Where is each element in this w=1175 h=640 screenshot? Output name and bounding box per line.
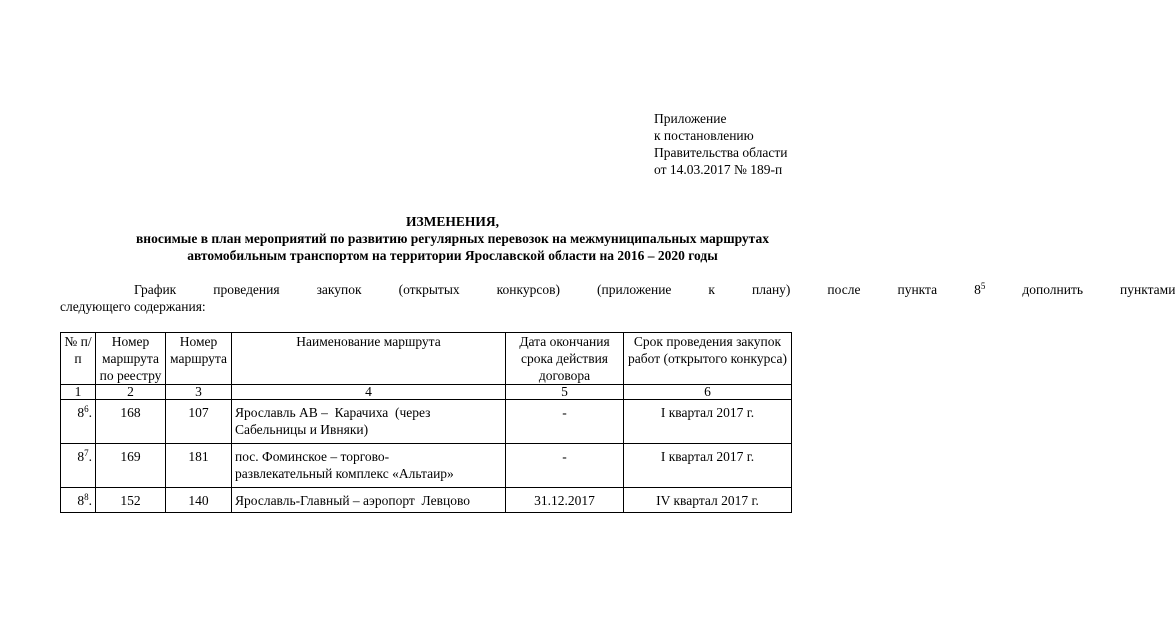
intro-word: конкурсов): [496, 282, 560, 297]
intro-word: (приложение: [596, 282, 672, 297]
period-cell: I квартал 2017 г.: [624, 444, 792, 488]
column-number: 1: [61, 385, 96, 400]
route-name-line-1: Ярославль АВ – Карачиха (через: [235, 405, 431, 420]
intro-word: плану): [751, 282, 791, 297]
end-date-cell: -: [506, 400, 624, 444]
intro-line-2: следующего содержания:: [60, 299, 206, 314]
header-cell-name: Наименование маршрута: [232, 333, 506, 385]
route-name-cell: [232, 444, 506, 488]
route-number-cell: 107: [166, 400, 232, 444]
intro-word: после: [827, 282, 861, 297]
row-number-sup: 6: [84, 404, 89, 414]
row-number-sup: 8: [84, 492, 89, 502]
end-date-cell: 31.12.2017: [506, 488, 624, 513]
registry-number-cell: 169: [96, 444, 166, 488]
intro-item-sup: 5: [980, 281, 986, 291]
table-header-row: [61, 333, 792, 385]
route-name-line-1: пос. Фоминское – торгово-: [235, 449, 390, 464]
row-number-suffix: .: [88, 449, 92, 464]
registry-number-cell: 152: [96, 488, 166, 513]
route-name-cell: [232, 488, 506, 513]
row-number-suffix: .: [88, 405, 92, 420]
row-number-base: 8: [77, 449, 85, 464]
route-name-line-1: Ярославль-Главный – аэропорт Левцово: [235, 493, 470, 508]
row-number-suffix: .: [88, 493, 92, 508]
row-number-cell: [61, 444, 96, 488]
appendix-line-2: к постановлению: [654, 128, 754, 143]
row-number-cell: [61, 400, 96, 444]
intro-item-reference: [937, 281, 985, 298]
intro-word: дополнить: [1022, 282, 1084, 297]
appendix-line-1: Приложение: [654, 111, 727, 126]
route-name-line-2: развлекательный комплекс «Альтаир»: [235, 466, 454, 481]
intro-line-1: [60, 281, 1175, 298]
row-number-base: 8: [77, 405, 85, 420]
intro-word: к: [708, 282, 715, 297]
table-column-number-row: [61, 385, 792, 400]
document-title: ИЗМЕНЕНИЯ,: [405, 214, 499, 229]
document-subtitle-line-2: автомобильным транспортом на территории Ярославской области на 2016 – 2020 годы: [187, 248, 718, 263]
appendix-block: [654, 110, 787, 178]
intro-word: (открытых: [398, 282, 460, 297]
document-subtitle-line-1: вносимые в план мероприятий по развитию регулярных перевозок на межмуниципальных маршрутах: [136, 231, 769, 246]
intro-word: График: [134, 282, 177, 297]
route-number-cell: 140: [166, 488, 232, 513]
intro-word: закупок: [316, 282, 362, 297]
period-cell: I квартал 2017 г.: [624, 400, 792, 444]
row-number-cell: [61, 488, 96, 513]
intro-word: пункта: [897, 282, 938, 297]
row-number-sup: 7: [84, 448, 89, 458]
route-number-cell: 181: [166, 444, 232, 488]
column-number: 3: [166, 385, 232, 400]
header-cell-end-date: Дата окончания срока действия договора: [506, 333, 624, 385]
route-name-line-2: Сабельницы и Ивняки): [235, 422, 369, 437]
header-cell-registry: Номер маршрута по реестру: [96, 333, 166, 385]
route-name-cell: [232, 400, 506, 444]
appendix-line-4: от 14.03.2017 № 189-п: [654, 162, 783, 177]
table-row: [61, 488, 792, 513]
row-number-base: 8: [77, 493, 85, 508]
intro-word: проведения: [213, 282, 280, 297]
header-cell-route: Номер маршрута: [166, 333, 232, 385]
column-number: 5: [506, 385, 624, 400]
intro-word: пунктами: [1120, 282, 1175, 297]
column-number: 6: [624, 385, 792, 400]
period-cell: IV квартал 2017 г.: [624, 488, 792, 513]
header-cell-period: Срок проведения закупок работ (открытого конкурса): [624, 333, 792, 385]
column-number: 4: [232, 385, 506, 400]
header-cell-number: № п/п: [61, 333, 96, 385]
column-number: 2: [96, 385, 166, 400]
appendix-line-3: Правительства области: [654, 145, 788, 160]
end-date-cell: -: [506, 444, 624, 488]
registry-number-cell: 168: [96, 400, 166, 444]
table-row: [61, 400, 792, 444]
intro-item-base: 8: [974, 282, 981, 297]
plan-table: [60, 332, 792, 513]
table-row: [61, 444, 792, 488]
intro-paragraph: [60, 281, 1175, 315]
